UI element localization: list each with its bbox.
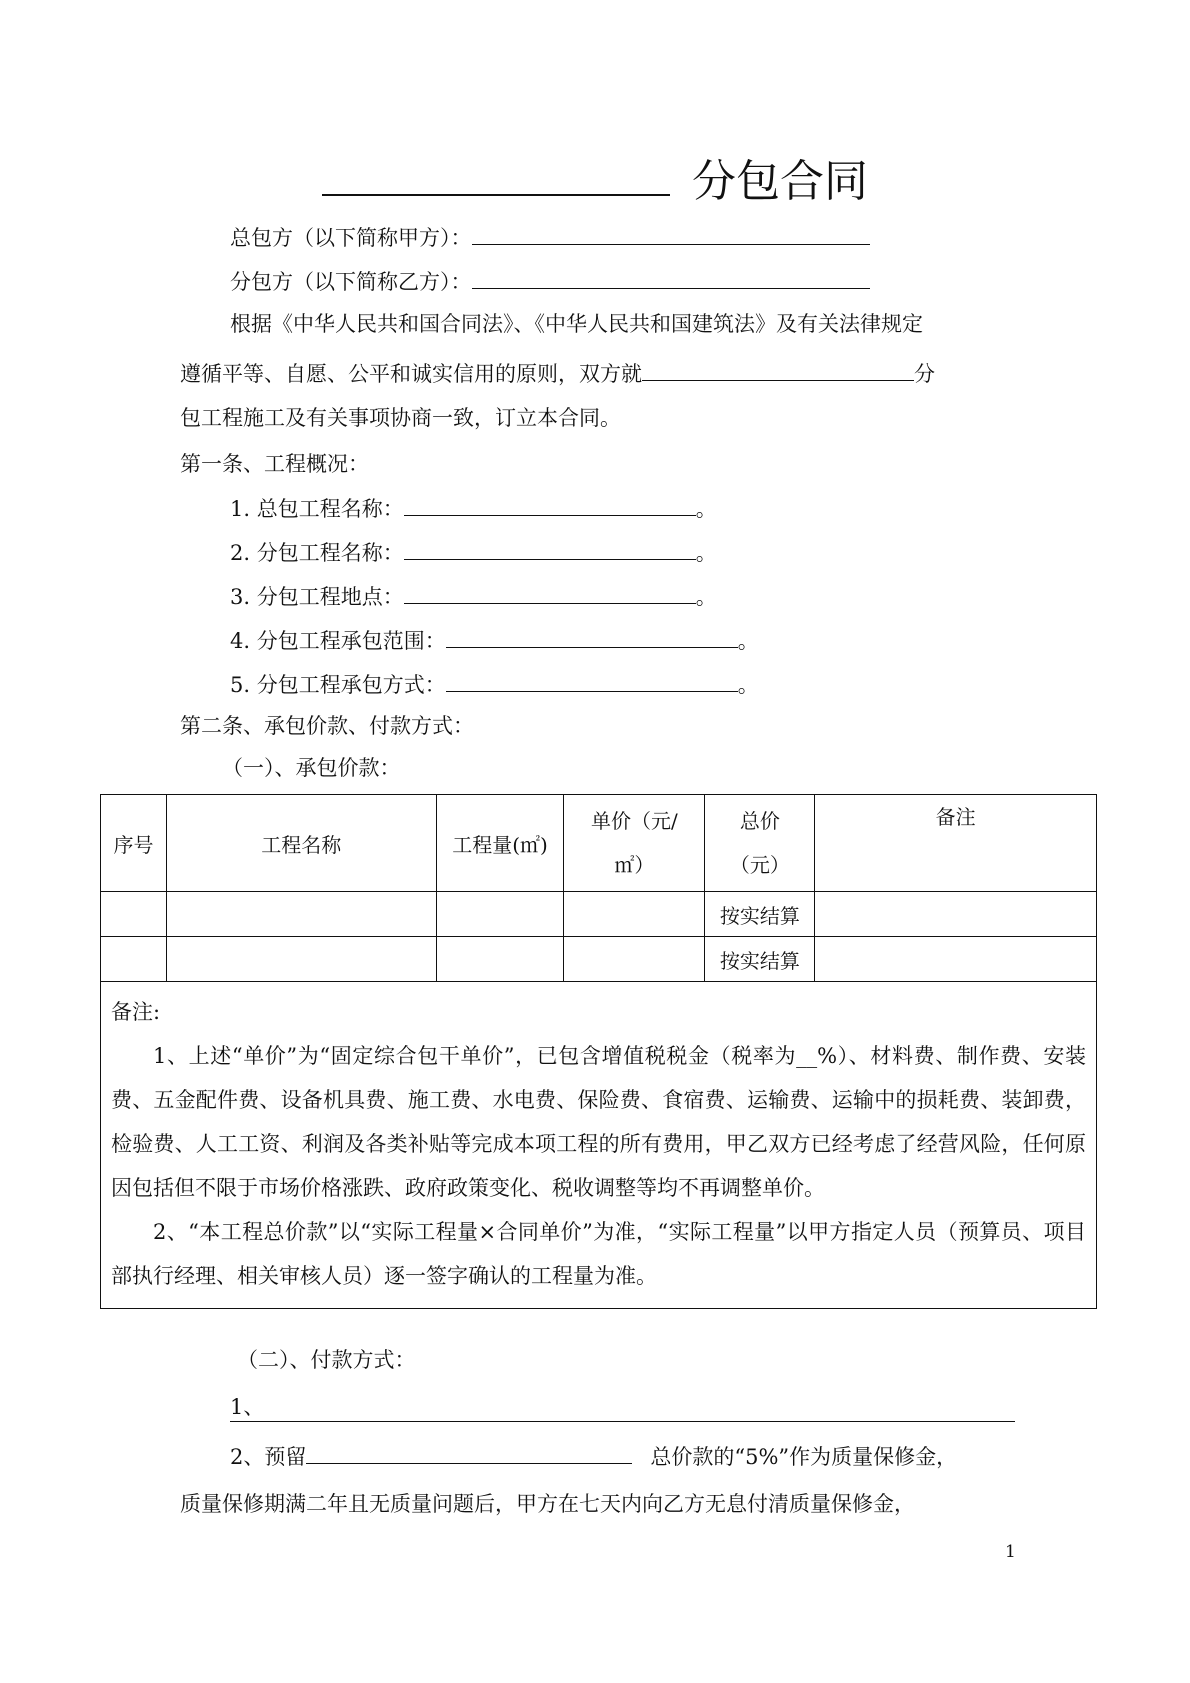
table-row <box>101 937 1097 982</box>
preamble-line-1: 根据《中华人民共和国合同法》、《中华人民共和国建筑法》及有关法律规定 <box>230 312 923 336</box>
cell-total: 按实结算 <box>705 937 815 982</box>
cell-quantity[interactable] <box>436 892 564 937</box>
document-title <box>322 150 868 210</box>
payment-item-2 <box>230 1441 957 1471</box>
preamble-line-2-end: 分 <box>914 362 935 386</box>
preamble-line-3: 包工程施工及有关事项协商一致，订立本合同。 <box>180 406 621 430</box>
cell-quantity[interactable] <box>436 937 564 982</box>
note-label: 备注: <box>111 1000 161 1024</box>
header-quantity: 工程量(㎡) <box>436 795 564 892</box>
cell-no[interactable] <box>101 892 167 937</box>
header-total-line-1: 总价 <box>739 809 780 833</box>
article-1-item-5 <box>230 669 759 699</box>
party-a-blank[interactable] <box>472 222 870 245</box>
cell-no[interactable] <box>101 937 167 982</box>
price-table <box>100 794 1097 1309</box>
item-label: 2. 分包工程名称： <box>230 541 404 565</box>
item-end: 。 <box>695 497 717 521</box>
article-2-sub-1: （一）、承包价款： <box>222 756 401 780</box>
article-1-item-1 <box>230 493 717 523</box>
table-note-row <box>101 982 1097 1309</box>
page-number: 1 <box>1005 1542 1016 1562</box>
header-name: 工程名称 <box>166 795 436 892</box>
item-blank[interactable] <box>404 581 696 604</box>
header-no: 序号 <box>101 795 167 892</box>
cell-unit-price[interactable] <box>564 937 705 982</box>
project-blank[interactable] <box>642 358 914 381</box>
item-blank[interactable] <box>404 537 696 560</box>
header-total <box>705 795 815 892</box>
article-1-item-3 <box>230 581 717 611</box>
header-remarks: 备注 <box>815 795 1097 892</box>
item-label: 3. 分包工程地点： <box>230 585 404 609</box>
cell-remarks[interactable] <box>815 892 1097 937</box>
table-row <box>101 892 1097 937</box>
item-end: 。 <box>737 629 759 653</box>
cell-name[interactable] <box>166 892 436 937</box>
article-1-heading: 第一条、工程概况： <box>180 452 369 476</box>
payment-item-2-label: 2、预留 <box>230 1445 307 1469</box>
payment-item-2-text: 总价款的“5%”作为质量保修金， <box>650 1445 958 1469</box>
preamble-line-2 <box>180 358 935 388</box>
header-unit-price-line-2: ㎡） <box>614 853 655 877</box>
item-label: 5. 分包工程承包方式： <box>230 673 446 697</box>
party-b-label: 分包方（以下简称乙方）： <box>230 270 472 294</box>
payment-item-1-label: 1、 <box>230 1395 265 1419</box>
header-unit-price <box>564 795 705 892</box>
retention-blank[interactable] <box>306 1441 632 1464</box>
item-end: 。 <box>737 673 759 697</box>
item-label: 4. 分包工程承包范围： <box>230 629 446 653</box>
item-blank[interactable] <box>446 625 738 648</box>
title-text: 分包合同 <box>692 156 868 207</box>
cell-unit-price[interactable] <box>564 892 705 937</box>
article-1-item-2 <box>230 537 717 567</box>
party-a-line <box>230 222 870 252</box>
party-b-blank[interactable] <box>472 266 870 289</box>
article-1-item-4 <box>230 625 759 655</box>
cell-remarks[interactable] <box>815 937 1097 982</box>
item-blank[interactable] <box>404 493 696 516</box>
note-paragraph-1: 1、上述“单价”为“固定综合包干单价”，已包含增值税税金（税率为__%）、材料费、制作费、安装费、五金配件费、设备机具费、施工费、水电费、保险费、食宿费、运输费、运输中的损耗费、装卸费，检验费、人工工资、利润及各类补贴等完成本项工程的所有费用，甲乙双方已经考虑了经营风险，任何原因包括但不限于市场价格涨跌、政府政策变化、税收调整等均不再调整单价。 <box>111 1044 1086 1200</box>
title-blank[interactable] <box>322 150 670 196</box>
cell-total: 按实结算 <box>705 892 815 937</box>
item-end: 。 <box>695 541 717 565</box>
cell-name[interactable] <box>166 937 436 982</box>
payment-item-2-cont: 质量保修期满二年且无质量问题后，甲方在七天内向乙方无息付清质量保修金， <box>180 1492 915 1516</box>
party-b-line <box>230 266 870 296</box>
item-label: 1. 总包工程名称： <box>230 497 404 521</box>
item-end: 。 <box>695 585 717 609</box>
note-paragraph-2: 2、“本工程总价款”以“实际工程量×合同单价”为准，“实际工程量”以甲方指定人员（预算员、项目部执行经理、相关审核人员）逐一签字确认的工程量为准。 <box>111 1220 1086 1288</box>
table-header-row <box>101 795 1097 892</box>
table-note-cell <box>101 982 1097 1309</box>
item-blank[interactable] <box>446 669 738 692</box>
payment-item-1-blank[interactable] <box>230 1393 1015 1422</box>
preamble-line-2-text: 遵循平等、自愿、公平和诚实信用的原则，双方就 <box>180 362 642 386</box>
article-2-sub-2: （二）、付款方式： <box>237 1348 416 1372</box>
payment-item-1 <box>230 1393 1015 1422</box>
header-unit-price-line-1: 单价（元/ <box>591 809 678 833</box>
header-total-line-2: （元） <box>729 853 790 877</box>
article-2-heading: 第二条、承包价款、付款方式： <box>180 714 474 738</box>
party-a-label: 总包方（以下简称甲方）： <box>230 226 472 250</box>
